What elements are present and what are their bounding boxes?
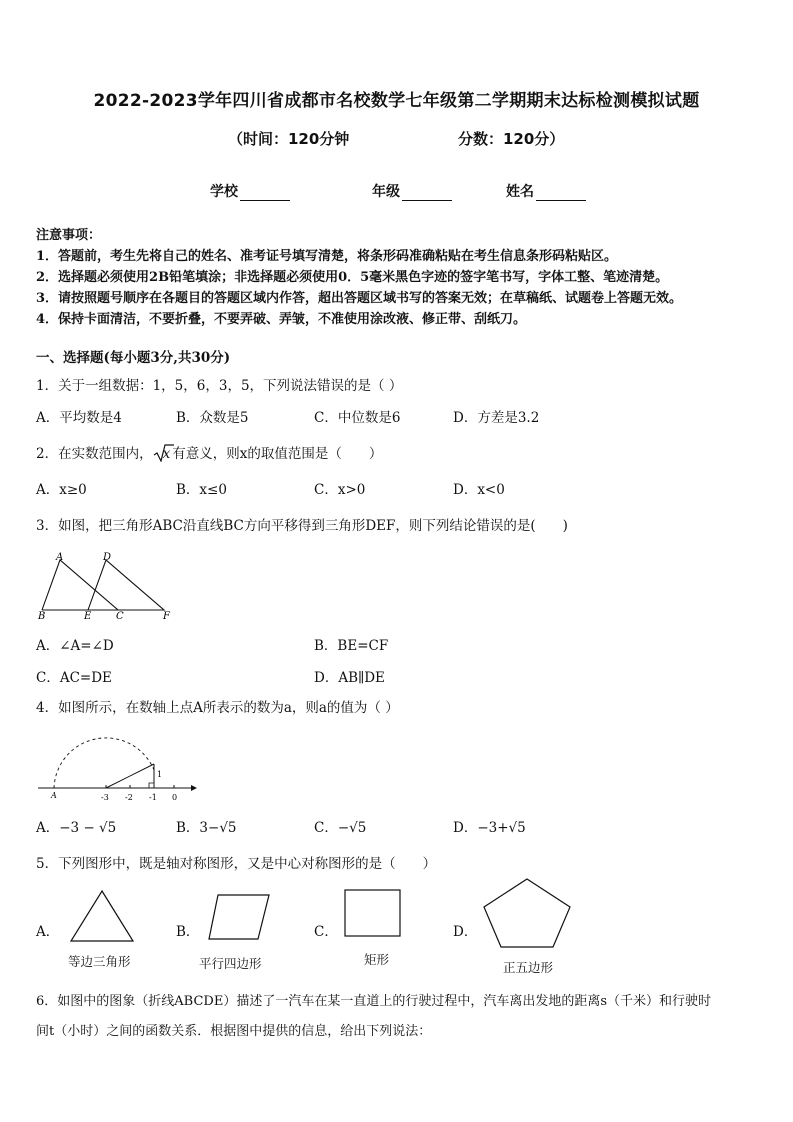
- q2-option-b[interactable]: B．x≤0: [176, 482, 227, 498]
- question-2-stem: [36, 442, 382, 462]
- school-blank[interactable]: [240, 186, 290, 201]
- q5-caption-c: 矩形: [364, 952, 390, 967]
- tick-label-zero: 0: [172, 793, 178, 802]
- right-angle-mark: [149, 783, 154, 788]
- q1-option-c[interactable]: C．中位数是6: [314, 410, 401, 426]
- exam-time: （时间：120分钟: [228, 130, 350, 148]
- grade-label: 年级: [372, 184, 400, 200]
- q1-option-a[interactable]: A．平均数是4: [36, 410, 122, 426]
- grade-field: [372, 181, 452, 201]
- label-e: E: [84, 611, 92, 620]
- question-3-stem: 3．如图，把三角形ABC沿直线BC方向平移得到三角形DEF，则下列结论错误的是( ): [36, 518, 568, 534]
- triangle-def: [88, 560, 164, 610]
- label-a: A: [56, 552, 64, 563]
- translated-triangles-figure: [36, 550, 176, 620]
- notice-item: 1．答题前，考生先将自己的姓名、准考证号填写清楚，将条形码准确粘贴在考生信息条形码粘贴区。: [36, 249, 618, 264]
- section-heading: 一、选择题(每小题3分,共30分): [36, 350, 231, 366]
- notice-heading: 注意事项：: [36, 228, 102, 243]
- q3-option-c[interactable]: C．AC=DE: [36, 670, 112, 686]
- q4-option-c[interactable]: C．−√5: [314, 820, 367, 836]
- axis-arrow-icon: [191, 785, 197, 791]
- label-f: F: [163, 611, 170, 620]
- question-1-stem: 1．关于一组数据：1，5，6，3，5，下列说法错误的是（ ）: [36, 378, 403, 394]
- tick-label-minus2: -2: [125, 793, 133, 802]
- q5-option-c-letter[interactable]: C．: [314, 924, 338, 940]
- height-label-one: 1: [157, 770, 163, 779]
- exam-score: 分数：120分）: [458, 130, 565, 148]
- dashed-arc: [54, 738, 154, 788]
- question-4-stem: 4．如图所示，在数轴上点A所表示的数为a，则a的值为（ ）: [36, 700, 399, 716]
- q1-option-d[interactable]: D．方差是3.2: [453, 410, 540, 426]
- label-d: D: [103, 552, 112, 563]
- q5-option-d-letter[interactable]: D．: [453, 924, 478, 940]
- triangle-abc: [42, 560, 118, 610]
- q5-caption-a: 等边三角形: [68, 954, 131, 969]
- name-blank[interactable]: [536, 186, 586, 201]
- number-line-figure: [36, 718, 201, 804]
- q4-option-a[interactable]: A．−3 − √5: [36, 820, 117, 836]
- hypotenuse-line: [106, 764, 154, 788]
- q3-option-b[interactable]: B．BE=CF: [314, 638, 389, 654]
- label-b: B: [38, 611, 46, 620]
- q5-caption-b: 平行四边形: [199, 956, 262, 971]
- school-field: [210, 181, 290, 201]
- q3-option-a[interactable]: A．∠A=∠D: [36, 638, 114, 654]
- name-field: [506, 181, 586, 201]
- question-6-line-2: 间t（小时）之间的函数关系．根据图中提供的信息，给出下列说法：: [36, 1024, 432, 1039]
- label-c: C: [116, 611, 124, 620]
- grade-blank[interactable]: [402, 186, 452, 201]
- name-label: 姓名: [506, 184, 534, 200]
- tick-label-minus3: -3: [101, 793, 109, 802]
- q5-option-b-letter[interactable]: B．: [176, 924, 200, 940]
- q3-option-d[interactable]: D．AB∥DE: [314, 670, 385, 686]
- equilateral-triangle-shape: [68, 888, 136, 944]
- label-point-a: A: [51, 791, 57, 800]
- parallelogram-shape: [206, 892, 272, 942]
- question-6-line-1: 6．如图中的图象（折线ABCDE）描述了一汽车在某一直道上的行驶过程中，汽车离出发地的距离s（千米）和行驶时: [36, 994, 711, 1009]
- regular-pentagon-shape: [480, 876, 574, 950]
- q2-option-a[interactable]: A．x≥0: [36, 482, 87, 498]
- q4-option-d[interactable]: D．−3+√5: [453, 820, 526, 836]
- sqrt-symbol: [153, 446, 171, 462]
- question-5-stem: 5．下列图形中，既是轴对称图形，又是中心对称图形的是（ ）: [36, 856, 437, 872]
- school-label: 学校: [210, 184, 238, 200]
- q2-option-c[interactable]: C．x>0: [314, 482, 366, 498]
- q5-option-a-letter[interactable]: A．: [36, 924, 60, 940]
- q2-stem-pre: 2．在实数范围内，: [36, 446, 153, 462]
- tick-label-minus1: -1: [149, 793, 157, 802]
- notice-item: 3．请按照题号顺序在各题目的答题区域内作答，超出答题区域书写的答案无效；在草稿纸、试题卷上答题无效。: [36, 291, 683, 306]
- rectangle-shape: [343, 888, 403, 940]
- q4-option-b[interactable]: B．3−√5: [176, 820, 237, 836]
- q1-option-b[interactable]: B．众数是5: [176, 410, 249, 426]
- q2-stem-post: 有意义，则x的取值范围是（ ）: [172, 446, 383, 462]
- notice-item: 4．保持卡面清洁，不要折叠，不要弄破、弄皱，不准使用涂改液、修正带、刮纸刀。: [36, 312, 527, 327]
- exam-title: 2022-2023学年四川省成都市名校数学七年级第二学期期末达标检测模拟试题: [93, 91, 700, 111]
- sqrt-radicand: x: [162, 446, 171, 462]
- notice-item: 2．选择题必须使用2B铅笔填涂；非选择题必须使用0．5毫米黑色字迹的签字笔书写，字体工整、笔迹清楚。: [36, 270, 669, 285]
- q2-option-d[interactable]: D．x<0: [453, 482, 505, 498]
- q5-caption-d: 正五边形: [503, 960, 554, 975]
